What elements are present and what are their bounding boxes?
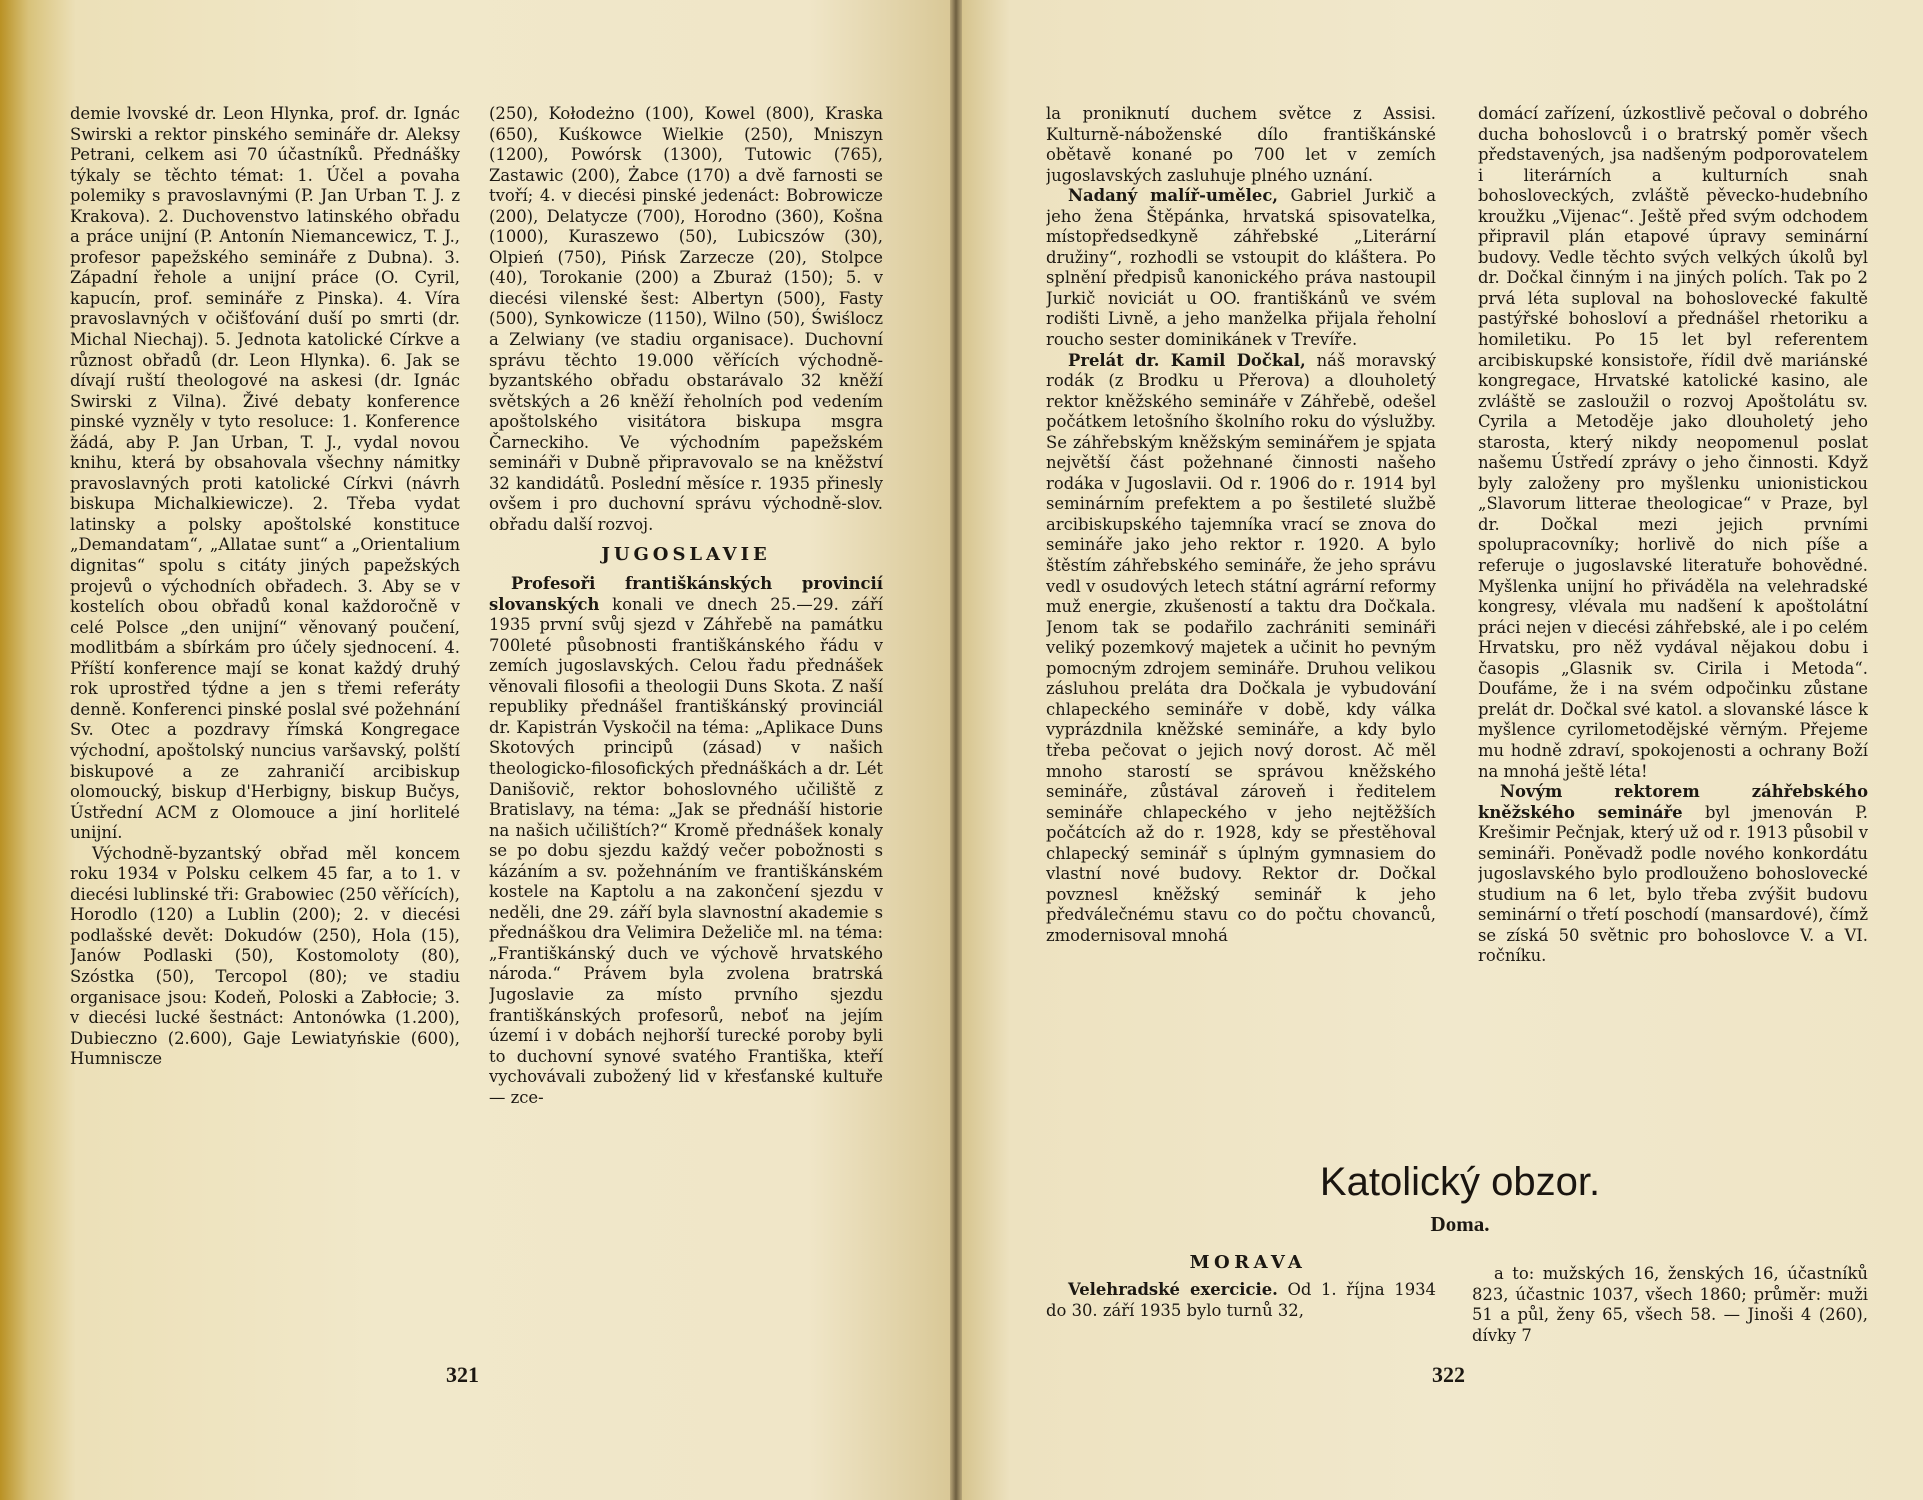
- right-page-column-2: [1478, 104, 1868, 1124]
- text-franciscan-congress: konali ve dnech 25.—29. září 1935 první svůj sjezd v Záhřebě na památku 700leté působnosti františkánského řádu v zemích jugoslavských. Celou řadu přednášek věnovali filosofii a theologii Duns Skota. Z naší republiky přednášel františkánský provinciál dr. Kapistrán Vyskočil na téma: „Aplikace Duns Skotových principů (zásad) v našich theologicko-filosofických přednáškách a dr. Lét Danišovič, rektor bohoslovného učiliště z Bratislavy, na téma: „Jak se přednáší historie na našich učilištích?“ Kromě přednášek konaly se po dobu sjezdu každý večer pobožnosti s kázáním a sv. požehnáním ve františkánském kostele na Kaptolu a na zakončení sjezdu v neděli, dne 29. září byla slavnostní akademie s přednáškou dra Velimira Deželiče ml. na téma: „Františkánský duch ve výchově hrvatského národa.“ Právem byla zvolena bratrská Jugoslavie za místo prvního sjezdu františkánských profesorů, neboť na jejím území i v dobách nejhorší turecké poroby byli to duchovní synové svatého Františka, kteří vychovávali zubožený lid v křesťanské kultuře — zce-: [489, 594, 883, 1107]
- paragraph-assisi-continued: la proniknutí duchem světce z Assisi. Kulturně-náboženské dílo františkánské obětavě konané po 700 let v zemích jugoslavských zasluhuje plného uznání.: [1046, 104, 1436, 185]
- paragraph-prelate-dockal: [1046, 351, 1436, 947]
- lead-velehrad: Velehradské exercicie.: [1068, 1280, 1278, 1299]
- text-painter: Gabriel Jurkič a jeho žena Štěpánka, hrvatská spisovatelka, místopředsedkyně záhřebské „Literární družiny“, rozhodli se vstoupit do kláštera. Po splnění předpisů kanonického práva nastoupil Jurkič noviciát u OO. františkánů ve svém rodišti Livně, a jeho manželka přijala řeholní roucho sester dominikánek v Trevíře.: [1046, 186, 1436, 350]
- subsection-doma: Doma.: [1430, 1212, 1490, 1236]
- left-page-column-1: [70, 104, 460, 1434]
- page-number-left: 321: [446, 1362, 479, 1387]
- right-page-column-1: [1046, 104, 1436, 1124]
- text-velehrad: Od 1. října 1934 do 30. září 1935 bylo turnů 32,: [1046, 1280, 1436, 1320]
- region-heading-morava: MORAVA: [1189, 1252, 1307, 1273]
- book-gutter: [950, 0, 962, 1500]
- lead-franciscan-professors: Profesoři františkánských provincií slovanských: [489, 574, 883, 614]
- left-page-column-2: [489, 104, 883, 1364]
- paragraph-new-rector: [1478, 782, 1868, 967]
- text-prelate: náš moravský rodák (z Brodku u Přerova) a dlouholetý rektor kněžského semináře v Záhřebě, odešel počátkem letošního školního roku do výslužby. Se záhřebským kněžským seminářem je spjata největší část požehnané činnosti našeho rodáka v Jugoslavii. Od r. 1906 do r. 1914 byl seminárním prefektem a po šestileté službě arcibiskupského tajemníka vrací se znova do semináře jako jeho rektor r. 1920. A bylo štěstím záhřebského semináře, že jeho správu vedl v osudových letech státní agrární reformy muž energie, zkušeností a taktu dra Dočkala. Jenom tak se podařilo zachrániti semináři veliký pozemkový majetek a učinit ho pevným pomocným zdrojem semináře. Druhou velikou zásluhou preláta dra Dočkala je vybudování chlapeckého semináře v době, kdy válka vyprázdnila kněžské semináře, a kdy bylo třeba pečovat o jejich nový dorost. Ač měl mnoho starostí se správou kněžského semináře, zůstával zároveň i ředitelem semináře chlapeckého v jeho nejtěžších počátcích až do r. 1928, kdy se přestěhoval chlapecký seminář s úplným gymnasiem do vlastní nové budovy. Rektor dr. Dočkal povznesl kněžský seminář k jeho předválečnému stavu co do počtu chovanců, zmodernisoval mnohá: [1046, 350, 1436, 945]
- page-number-right: 322: [1432, 1362, 1465, 1387]
- paragraph-velehrad-statistics: [1472, 1264, 1868, 1344]
- paragraph-byzantine-rite: Východně-byzantský obřad měl koncem roku 1934 v Polsku celkem 45 far, a to 1. v diecési lublinské tři: Grabowiec (250 věřících), Horodlo (120) a Lublin (200); 2. v diecési podlašské devět: Dokudów (250), Hola (15), Janów Podlaski (50), Kostomoloty (80), Szóstka (50), Tercopol (80); ve stadiu organisace jsou: Kodeň, Poloski a Zabłocie; 3. v diecési lucké šestnáct: Antonówka (1.200), Dubieczno (2.600), Gaje Lewiatyńskie (600), Humniscze: [70, 843, 460, 1069]
- paragraph-pinsk-conference: demie lvovské dr. Leon Hlynka, prof. dr. Ignác Swirski a rektor pinského semináře dr. Aleksy Petrani, celkem asi 70 účastníků. Přednášky týkaly se těchto témat: 1. Účel a povaha polemiky s pravoslavnými (P. Jan Urban T. J. z Krakova). 2. Duchovenstvo latinského obřadu a práce unijní (P. Antonín Niemancewicz, T. J., profesor papežského semináře z Dubna). 3. Západní řehole a unijní práce (O. Cyril, kapucín, prof. semináře z Pinska). 4. Víra pravoslavných v očišťování duší po smrti (dr. Michal Niechaj). 5. Jednota katolické Církve a různost obřadů (dr. Leon Hlynka). 6. Jak se dívají ruští theologové na askesi (dr. Ignác Swirski z Vilna). Živé debaty konference pinské vyzněly v tyto resoluce: 1. Konference žádá, aby P. Jan Urban, T. J., vydal novou knihu, která by obsahovala všechny námitky pravoslavných proti katolické Církvi (návrh biskupa Michalkiewicze). 2. Třeba vydat latinsky a polsky apoštolské konstituce „Demandatam“, „Allatae sunt“ a „Orientalium dignitas“ spolu s citáty jiných papežských projevů o východních obřadech. 3. Aby se v kostelích obou obřadů konal každoročně v celé Polsce „den unijní“ věnovaný poučení, modlitbám a sbírkám pro účely sjednocení. 4. Příští konference mají se konat každý druhý rok uprostřed týdne a jen s třemi referáty denně. Konferenci pinské poslal své požehnání Sv. Otec a pozdravy římská Kongregace východní, apoštolský nuncius varšavský, polští biskupové a ze zahraničí arcibiskup olomoucký, biskup d'Herbigny, biskup Bučys, Ústřední ACM z Olomouce a jiní horlitelé unijní.: [70, 104, 460, 843]
- paragraph-painter-jurkic: [1046, 186, 1436, 350]
- section-title-katolicky-obzor: Katolický obzor.: [1319, 1160, 1601, 1204]
- lead-painter: Nadaný malíř-umělec,: [1068, 186, 1279, 206]
- paragraph-franciscan-congress: [489, 574, 883, 1108]
- paragraph-dockal-continued: domácí zařízení, úzkostlivě pečoval o dobrého ducha bohoslovců i o bratrský poměr všech představených, jsa nadšeným podporovatelem i literárních a kulturních snah bohosloveckých, zvláště pěvecko-hudebního kroužku „Vijenac“. Ještě před svým odchodem připravil plán etapové úpravy seminární budovy. Vedle těchto svých velkých úkolů byl dr. Dočkal činným i na jiných polích. Tak po 2 prvá léta suploval na bohoslovecké fakultě pastýřské bohosloví a přednášel rhetoriku a homiletiku. Po 15 let byl referentem arcibiskupské konsistoře, řídil dvě mariánské kongregace, Hrvatské katolické kasino, ale zvláště se zasloužil o rozvoj Apoštolátu sv. Cyrila a Metoděje jako dlouholetý jeho starosta, který nikdy neopomenul poslat našemu Ústředí zprávy o jeho činnosti. Když byly založeny pro myšlenku unionistickou „Slavorum litterae theologicae“ v Praze, byl dr. Dočkal mezi jejich prvními spolupracovníky; horlivě do nich píše a referuje o jugoslavské literatuře bohovědné. Myšlenka unijní ho přiváděla na velehradské kongresy, vlévala mu nadšení k apoštolátní práci nejen v diecési záhřebské, ale i po celém Hrvatsku, pro něž vydával nějakou dobu i časopis „Glasnik sv. Cirila i Metoda“. Doufáme, že i na svém odpočinku zůstane prelát dr. Dočkal své katol. a slovanské lásce k myšlence cyrilometodějské věrným. Přejeme mu hodně zdraví, spokojenosti a ochrany Boží na mnohá ještě léta!: [1478, 104, 1868, 781]
- paragraph-parishes-continued: (250), Kołodeżno (100), Kowel (800), Kraska (650), Kuśkowce Wielkie (250), Mniszyn (1200), Powórsk (1300), Tutowic (765), Zastawic (200), Żabce (170) a dvě farnosti se tvoří; 4. v diecési pinské jedenáct: Bobrowicze (200), Delatycze (700), Horodno (360), Košna (1000), Kuraszewo (50), Lubicszów (30), Olpień (750), Pińsk Zarzecze (20), Stolpce (40), Torokanie (200) a Zburaż (150); 5. v diecési vilenské šest: Albertyn (500), Fasty (500), Synkowicze (1150), Wilno (50), Świślocz a Zelwiany (ve stadiu organisace). Duchovní správu těchto 19.000 věřících východně-byzantského obřadu obstarávalo 32 kněží světských a 26 kněží řeholních pod vedením apoštolského visitátora biskupa msgra Čarneckiho. Ve východním papežském semináři v Dubně připravovalo se na kněžství 32 kandidátů. Poslední měsíce r. 1935 přinesly ovšem i pro duchovní správu východně-slov. obřadu další rozvoj.: [489, 104, 883, 534]
- velehrad-text: [1046, 1280, 1436, 1321]
- paragraph-velehrad-exercises: [1046, 1280, 1436, 1340]
- lead-prelate: Prelát dr. Kamil Dočkal,: [1068, 350, 1306, 370]
- lead-new-rector: Novým rektorem záhřebského kněžského semináře: [1478, 782, 1868, 822]
- heading-jugoslavie: JUGOSLAVIE: [601, 544, 771, 566]
- text-velehrad-statistics: a to: mužských 16, ženských 16, účastníků 823, účastnic 1037, všech 1860; průměr: muži 51 a půl, ženy 65, všech 58. — Jinoši 4 (260), dívky 7: [1472, 1264, 1868, 1344]
- text-new-rector: byl jmenován P. Krešimir Pečnjak, který už od r. 1913 působil v semináři. Poněvadž podle nového konkordátu jugoslavského bylo prodlouženo bohoslovecké studium na 6 let, bylo třeba zvýšit budovu seminární o třetí poschodí (mansardové), čímž se získá 50 světnic pro bohoslovce V. a VI. ročníku.: [1478, 802, 1868, 966]
